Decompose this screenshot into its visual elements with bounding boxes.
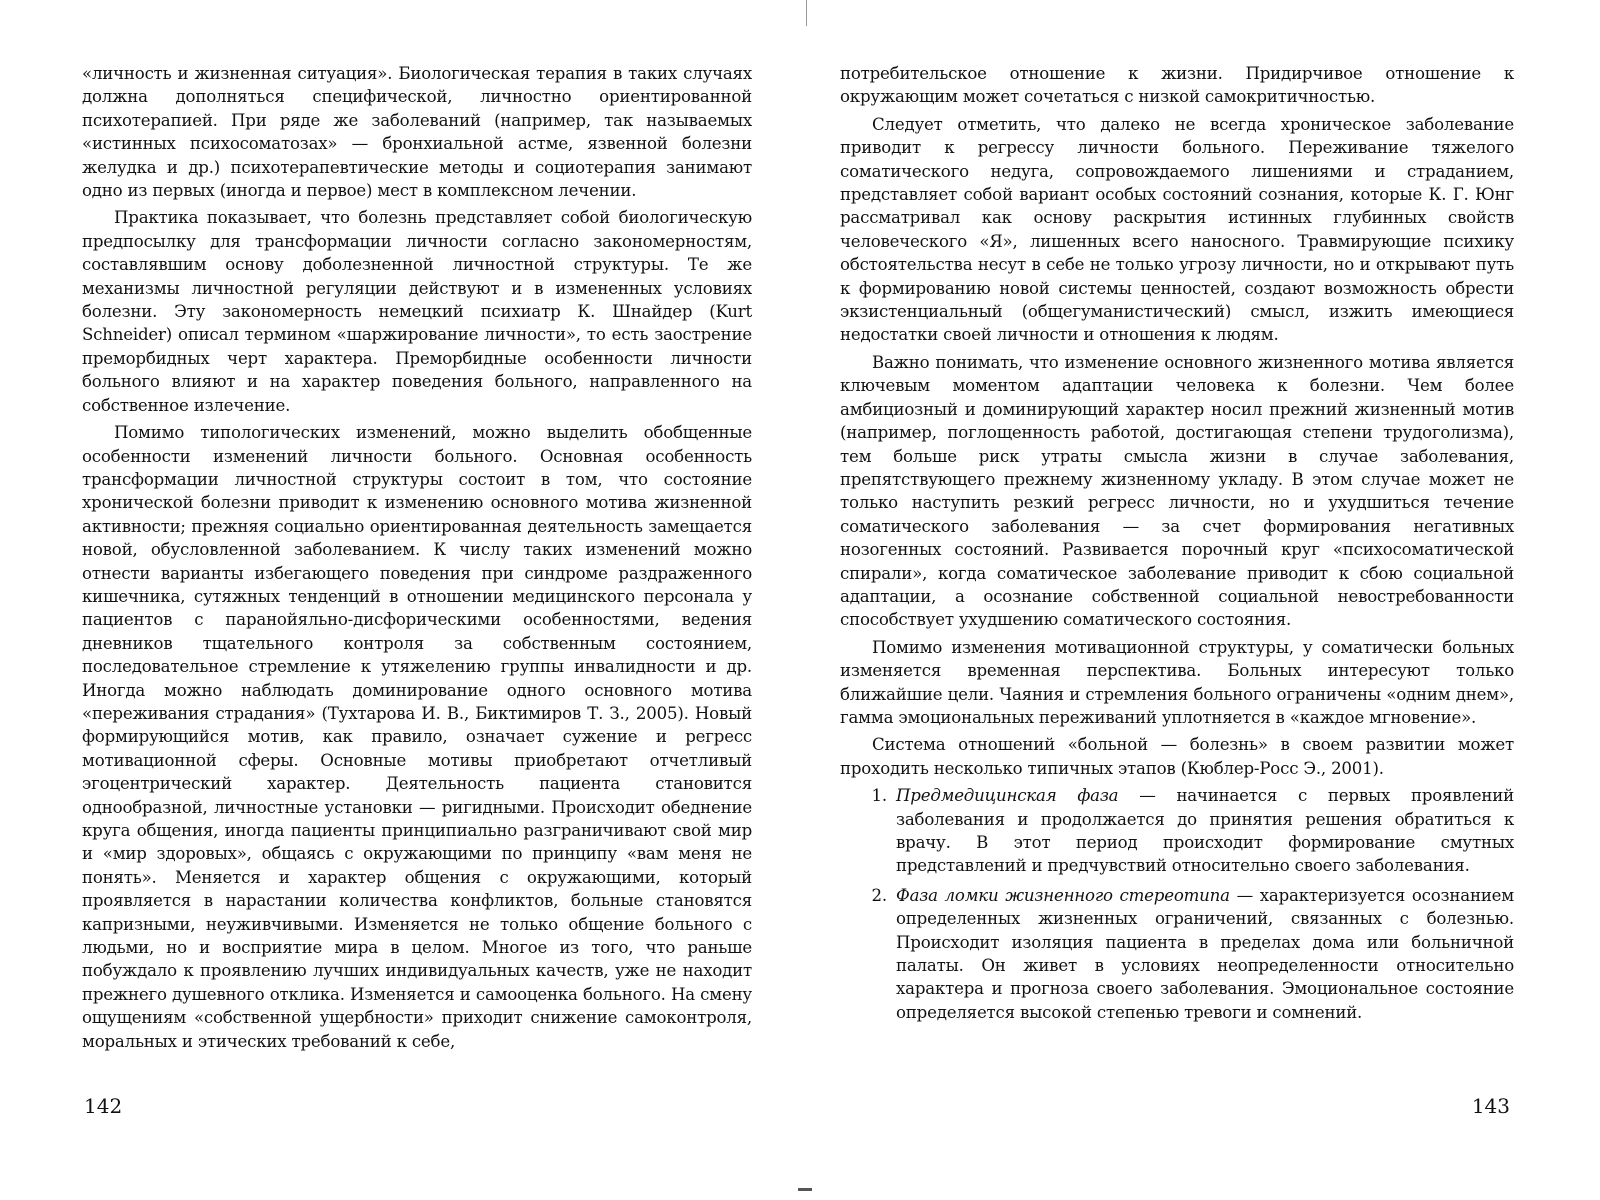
right-page-text bbox=[840, 62, 1514, 1024]
paragraph: Важно понимать, что изменение основного жизненного мотива является ключевым моментом адаптации человека к болезни. Чем более амбициозный и доминирующий характер носил прежний жизненный мотив (например, поглощенность работой, достигающая степени трудоголизма), тем больше риск утраты смысла жизни в случае заболевания, препятствующего прежнему жизненному укладу. В этом случае может не только наступить резкий регресс личности, но и ухудшиться течение соматического заболевания — за счет формирования негативных нозогенных состояний. Развивается порочный круг «психосоматической спирали», когда соматическое заболевание приводит к сбою социальной адаптации, а осознание собственной социальной невостребованности способствует ухудшению соматического состояния. bbox=[840, 352, 1514, 630]
paragraph: потребительское отношение к жизни. Придирчивое отношение к окружающим может сочетаться с низкой самокритичностью. bbox=[840, 64, 1514, 107]
list-item-term: Фаза ломки жизненного стереотипа bbox=[896, 885, 1230, 905]
paragraph: Помимо изменения мотивационной структуры, у соматически больных изменяется временная перспектива. Больных интересуют только ближайшие цели. Чаяния и стремления больного ограничены «одним днем», гамма эмоциональных переживаний уплотняется в «каждое мгновение». bbox=[840, 637, 1514, 727]
gutter-line bbox=[806, 0, 807, 26]
paragraph: «личность и жизненная ситуация». Биологическая терапия в таких случаях должна дополняться специфической, личностно ориентированной психотерапией. При ряде же заболеваний (например, так называемых «истинных психосоматозах» — бронхиальной астме, язвенной болезни желудка и др.) психотерапевтические методы и социотерапия занимают одно из первых (иногда и первое) мест в комплексном лечении. bbox=[82, 64, 752, 201]
paragraph: Следует отметить, что далеко не всегда хроническое заболевание приводит к регрессу личности больного. Переживание тяжелого соматического недуга, сопровождаемого лишениями и страданием, представляет собой вариант особых состояний сознания, которые К. Г. Юнг рассматривал как основу раскрытия истинных глубинных свойств человеческого «Я», лишенных всего наносного. Травмирующие психику обстоятельства несут в себе не только угрозу личности, но и открывают путь к формированию новой системы ценностей, создают возможность обрести экзистенциальный (общегуманистический) смысл, изжить имеющиеся недостатки своей личности и отношения к людям. bbox=[840, 114, 1514, 345]
list-item-text: — характеризуется осознанием определенных жизненных ограничений, связанных с болезнью. Происходит изоляция пациента в пределах дома или больничной палаты. Он живет в условиях неопределенности относительно характера и прогноза своего заболевания. Эмоциональное состояние определяется высокой степенью тревоги и сомнений. bbox=[896, 885, 1515, 1022]
page-number: 142 bbox=[84, 1094, 123, 1118]
paragraph: Система отношений «больной — болезнь» в своем развитии может проходить несколько типичных этапов (Кюблер-Росс Э., 2001). bbox=[840, 735, 1514, 778]
list-item-term: Предмедицинская фаза bbox=[896, 786, 1119, 806]
stages-list bbox=[840, 784, 1514, 1024]
left-page-text bbox=[82, 62, 752, 1053]
list-item bbox=[892, 784, 1514, 878]
paragraph: Помимо типологических изменений, можно выделить обобщенные особенности изменений личности больного. Основная особенность трансформации личностной структуры состоит в том, что состояние хронической болезни приводит к изменению основного мотива жизненной активности; прежняя социально ориентированная деятельность замещается новой, обусловленной заболеванием. К числу таких изменений можно отнести варианты избегающего поведения при синдроме раздраженного кишечника, сутяжных тенденций в отношении медицинского персонала у пациентов с паранойяльно-дисфорическими особенностями, ведения дневников тщательного контроля за собственным состоянием, последовательное стремление к утяжелению группы инвалидности и др. Иногда можно наблюдать доминирование одного основного мотива «переживания страдания» (Тухтарова И. В., Биктимиров Т. З., 2005). Новый формирующийся мотив, как правило, означает сужение и регресс мотивационной сферы. Основные мотивы приобретают отчетливый эгоцентрический характер. Деятельность пациента становится однообразной, личностные установки — ригидными. Происходит обеднение круга общения, иногда пациенты принципиально разграничивают свой мир и «мир здоровых», общаясь с окружающими по принципу «вам меня не понять». Меняется и характер общения с окружающими, который проявляется в нарастании количества конфликтов, больные становятся капризными, неуживчивыми. Изменяется не только общение больного с людьми, но и восприятие мира в целом. Многое из того, что раньше побуждало к проявлению лучших индивидуальных качеств, уже не находит прежнего душевного отклика. Изменяется и самооценка больного. На смену ощущениям «собственной ущербности» приходит снижение самоконтроля, моральных и этических требований к себе, bbox=[82, 423, 752, 1051]
list-item-text: — начинается с первых проявлений заболевания и продолжается до принятия решения обратиться к врачу. В этот период происходит формирование смутных представлений и предчувствий относительно своего заболевания. bbox=[896, 786, 1514, 876]
gutter-mark bbox=[798, 1188, 812, 1191]
right-page bbox=[840, 62, 1514, 1142]
list-item bbox=[892, 884, 1514, 1024]
left-page bbox=[82, 62, 752, 1142]
page-number: 143 bbox=[1471, 1094, 1510, 1118]
paragraph: Практика показывает, что болезнь представляет собой биологическую предпосылку для трансформации личности согласно закономерностям, составлявшим основу доболезненной личностной структуры. Те же механизмы личностной регуляции действуют и в измененных условиях болезни. Эту закономерность немецкий психиатр К. Шнайдер (Kurt Schneider) описал термином «шаржирование личности», то есть заострение преморбидных черт характера. Преморбидные особенности личности больного влияют и на характер поведения больного, направленного на собственное излечение. bbox=[82, 208, 752, 415]
